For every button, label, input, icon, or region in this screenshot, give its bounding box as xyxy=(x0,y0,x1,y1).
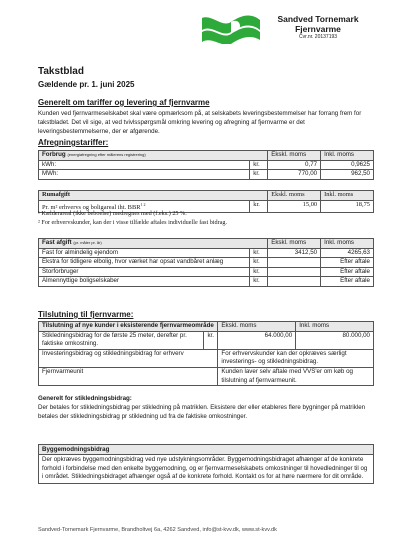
company-name: Sandved Tornemark xyxy=(277,14,359,24)
forbrug-excl: 0,77 xyxy=(268,160,321,170)
rumafgift-row-sup: 1 2 xyxy=(140,201,146,207)
fast-row-excl xyxy=(268,267,321,277)
rumafgift-col-incl: Inkl. moms xyxy=(321,191,374,201)
fast-row-incl: 4265,63 xyxy=(321,248,374,258)
forbrug-table xyxy=(38,150,374,180)
fast-row-incl: Efter aftale xyxy=(321,258,374,268)
fast-afgift-table xyxy=(38,238,374,287)
connection-row3-label: Fjernvarmeunit xyxy=(39,367,218,385)
fast-row-label: Almennyttige boligselskaber xyxy=(39,277,250,287)
connection-header-row xyxy=(39,322,374,332)
connection-row1-excl: 64.000,00 xyxy=(218,331,296,349)
table-row xyxy=(39,277,374,287)
company-sub: Fjernvarme xyxy=(295,24,341,34)
fast-row-label: Ekstra for tidligere elbolig, hvor værket har opsat vandbåret anlæg xyxy=(39,258,250,268)
effective-date: Gældende pr. 1. juni 2025 xyxy=(38,80,135,89)
fast-label-note: (pr. måler pr. år) xyxy=(73,240,102,245)
intro-text: Kunden ved fjernvarmeselskabet skal være opmærksom på, at selskabets leveringsbestemmelser har forrang frem for takstbladet. Det vil sige, at ved tvivlsspørgsmål omkring levering og afregning af fjernvarme er det leveringsbestemmelserne, der er afgørende. xyxy=(38,110,362,135)
fast-row-excl xyxy=(268,277,321,287)
rumafgift-col-excl: Ekskl. moms xyxy=(268,191,321,201)
connection-row2-label: Investeringsbidrag og stikledningsbidrag for erhverv xyxy=(39,349,218,367)
forbrug-col-excl: Ekskl. moms xyxy=(268,151,321,161)
connection-row1-incl: 80.000,00 xyxy=(296,331,374,349)
rumafgift-per: kr. xyxy=(250,200,268,213)
table-row xyxy=(39,331,374,349)
connection-row1-label: Stikledningsbidrag for de første 25 meter, derefter pr. faktiske omkostning. xyxy=(39,331,204,349)
connection-col-excl: Ekskl. moms xyxy=(218,322,296,332)
fast-row-excl: 3412,50 xyxy=(268,248,321,258)
forbrug-per: kr. xyxy=(250,170,268,180)
connection-col-incl: Inkl. moms xyxy=(296,322,374,332)
forbrug-incl: 0,9625 xyxy=(321,160,374,170)
connection-table xyxy=(38,321,374,386)
fast-row-label: Storforbruger xyxy=(39,267,250,277)
fast-label-cell xyxy=(39,239,268,249)
page-footer: Sandved-Tornemark Fjernvarme, Brandholtvej 6a, 4262 Sandved, info@st-kvv.dk, www.st-kvv.dk xyxy=(38,527,277,533)
byggemodning-heading: Byggemodningsbidrag xyxy=(39,445,373,455)
footnote-1: ¹ Kælderareal (ikke beboelse) medregnes med (f.eks.) 25 %. xyxy=(38,210,187,217)
connection-row1-per: kr. xyxy=(204,331,218,349)
forbrug-incl: 962,50 xyxy=(321,170,374,180)
general-heading: Generelt for stikledningsbidrag: xyxy=(38,395,132,402)
table-row xyxy=(39,248,374,258)
fast-col-excl: Ekskl. moms xyxy=(268,239,321,249)
forbrug-unit: kWh: xyxy=(39,160,250,170)
table-row xyxy=(39,367,374,385)
rumafgift-excl: 15,00 xyxy=(268,200,321,213)
table-row xyxy=(39,170,374,180)
fast-row-label: Fast for almindelig ejendom xyxy=(39,248,250,258)
fast-row-incl: Efter aftale xyxy=(321,277,374,287)
forbrug-label: Forbrug xyxy=(42,151,66,158)
fast-label: Fast afgift xyxy=(42,239,72,246)
connection-row2-value: For erhvervskunder kan der opkræves særligt investerings- og stikledningsbidrag. xyxy=(218,349,374,367)
byggemodning-text: Der opkræves byggemodningsbidrag ved nye udstykningsområder. Byggemodningsbidraget afhænger af de konkrete forhold i forbindelse med den enkelte byggemodning, og er fjernvarmeselskabets omkostninger til hovedledninger til og i området. Stikledningsbidraget afhænger også af de konkrete forhold. Kontakt os for at høre nærmere for dit område. xyxy=(42,456,368,481)
fast-row-per: kr. xyxy=(250,277,268,287)
fast-row-per: kr. xyxy=(250,258,268,268)
tariffs-heading: Afregningstariffer: xyxy=(38,138,109,147)
fast-row-incl: Efter aftale xyxy=(321,267,374,277)
table-row xyxy=(39,160,374,170)
rumafgift-row-label: Pr. m² erhvervs og boligareal iht. BBR xyxy=(42,203,141,211)
table-row xyxy=(39,258,374,268)
fast-row-per: kr. xyxy=(250,267,268,277)
table-row xyxy=(39,267,374,277)
footnote-2: ² For erhvervskunder, kan der i visse tilfælde aftales individuelle fast bidrag. xyxy=(38,219,228,226)
rumafgift-label: Rumafgift xyxy=(39,191,268,201)
page-title: Takstblad xyxy=(38,66,84,77)
fast-row-per: kr. xyxy=(250,248,268,258)
fast-col-incl: Inkl. moms xyxy=(321,239,374,249)
table-row xyxy=(39,349,374,367)
company-logo-icon xyxy=(200,14,262,44)
intro-heading: Generelt om tariffer og levering af fjernvarme xyxy=(38,98,210,107)
fast-header-row xyxy=(39,239,374,249)
company-cvr: Cvr.nr. 20137193 xyxy=(298,34,338,40)
byggemodning-box xyxy=(38,444,374,484)
forbrug-header-row xyxy=(39,151,374,161)
rumafgift-header-row xyxy=(39,191,374,201)
forbrug-excl: 770,00 xyxy=(268,170,321,180)
connection-heading: Tilslutning til fjernvarme: xyxy=(38,310,134,319)
general-text: Der betales for stikledningsbidrag per stikledning på matriklen. Eksistere der eller etableres flere bygninger på matriklen betales der stikledningsbidrag pr stikledning ud fra de faktiske omkostninger. xyxy=(38,404,366,420)
forbrug-label-cell xyxy=(39,151,268,161)
rumafgift-incl: 18,75 xyxy=(321,200,374,213)
fast-row-excl xyxy=(268,258,321,268)
connection-row3-value: Kunden laver selv aftale med VVS'er om køb og tilslutning af fjernvarmeunit. xyxy=(218,367,374,385)
forbrug-unit: MWh: xyxy=(39,170,250,180)
company-block xyxy=(263,14,373,41)
forbrug-per: kr. xyxy=(250,160,268,170)
forbrug-col-incl: Inkl. moms xyxy=(321,151,374,161)
forbrug-label-note: (energiafregning efter målerens registrering) xyxy=(67,152,146,157)
connection-table-label: Tilslutning af nye kunder i eksisterende fjernvarmeområde xyxy=(39,322,218,332)
